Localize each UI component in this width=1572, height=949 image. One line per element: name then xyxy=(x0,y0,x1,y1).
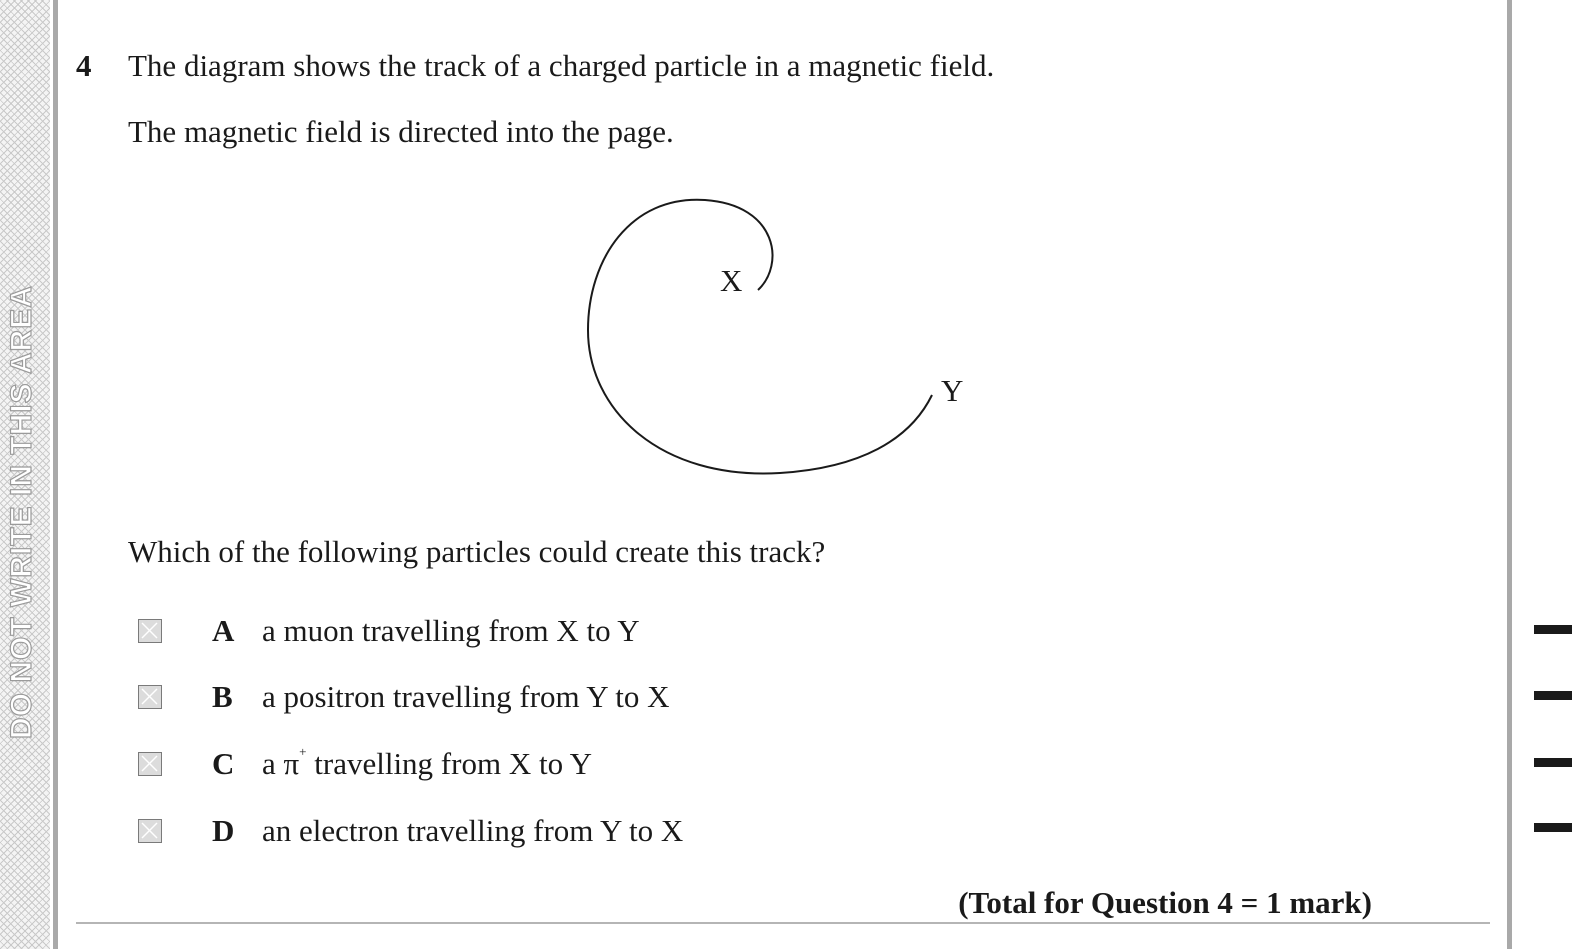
option-letter: C xyxy=(212,746,235,781)
right-margin-rule xyxy=(1507,0,1512,949)
option-letter: A xyxy=(212,613,235,648)
answer-option-d xyxy=(138,813,1038,853)
checkbox-cross-icon xyxy=(139,753,160,774)
label-y: Y xyxy=(941,373,964,408)
option-letter: D xyxy=(212,813,235,848)
answer-option-b xyxy=(138,679,1038,719)
checkbox-cross-icon xyxy=(139,686,160,707)
left-margin-rule xyxy=(53,0,58,949)
option-superscript: + xyxy=(299,744,307,759)
question-stem-line-1: The diagram shows the track of a charged particle in a magnetic field. xyxy=(128,48,995,83)
margin-hatch-strip xyxy=(0,0,50,949)
question-stem-line-2: The magnetic field is directed into the page. xyxy=(128,114,674,149)
bottom-divider xyxy=(76,922,1490,924)
option-letter: B xyxy=(212,679,233,714)
option-text: an electron travelling from Y to X xyxy=(262,813,684,848)
checkbox-cross-icon xyxy=(139,820,160,841)
option-text-after: travelling from X to Y xyxy=(306,746,593,781)
scan-mark xyxy=(1534,625,1572,634)
answer-checkbox-d[interactable] xyxy=(138,819,162,843)
total-marks: (Total for Question 4 = 1 mark) xyxy=(958,885,1372,920)
question-number: 4 xyxy=(76,48,92,83)
answer-option-a xyxy=(138,613,1038,653)
answer-checkbox-b[interactable] xyxy=(138,685,162,709)
answer-checkbox-c[interactable] xyxy=(138,752,162,776)
margin-warning-text: DO NOT WRITE IN THIS AREA xyxy=(5,285,38,739)
scan-mark xyxy=(1534,823,1572,832)
scan-mark xyxy=(1534,758,1572,767)
scan-mark xyxy=(1534,691,1572,700)
spiral-track-path xyxy=(588,200,932,474)
particle-track-diagram xyxy=(560,180,1000,490)
option-text: a positron travelling from Y to X xyxy=(262,679,670,714)
answer-option-c xyxy=(138,744,1038,786)
option-text xyxy=(262,746,592,782)
label-x: X xyxy=(720,263,743,298)
option-text: a muon travelling from X to Y xyxy=(262,613,640,648)
checkbox-cross-icon xyxy=(139,620,160,641)
question-prompt: Which of the following particles could create this track? xyxy=(128,534,826,569)
answer-checkbox-a[interactable] xyxy=(138,619,162,643)
option-text-before: a π xyxy=(262,746,300,781)
